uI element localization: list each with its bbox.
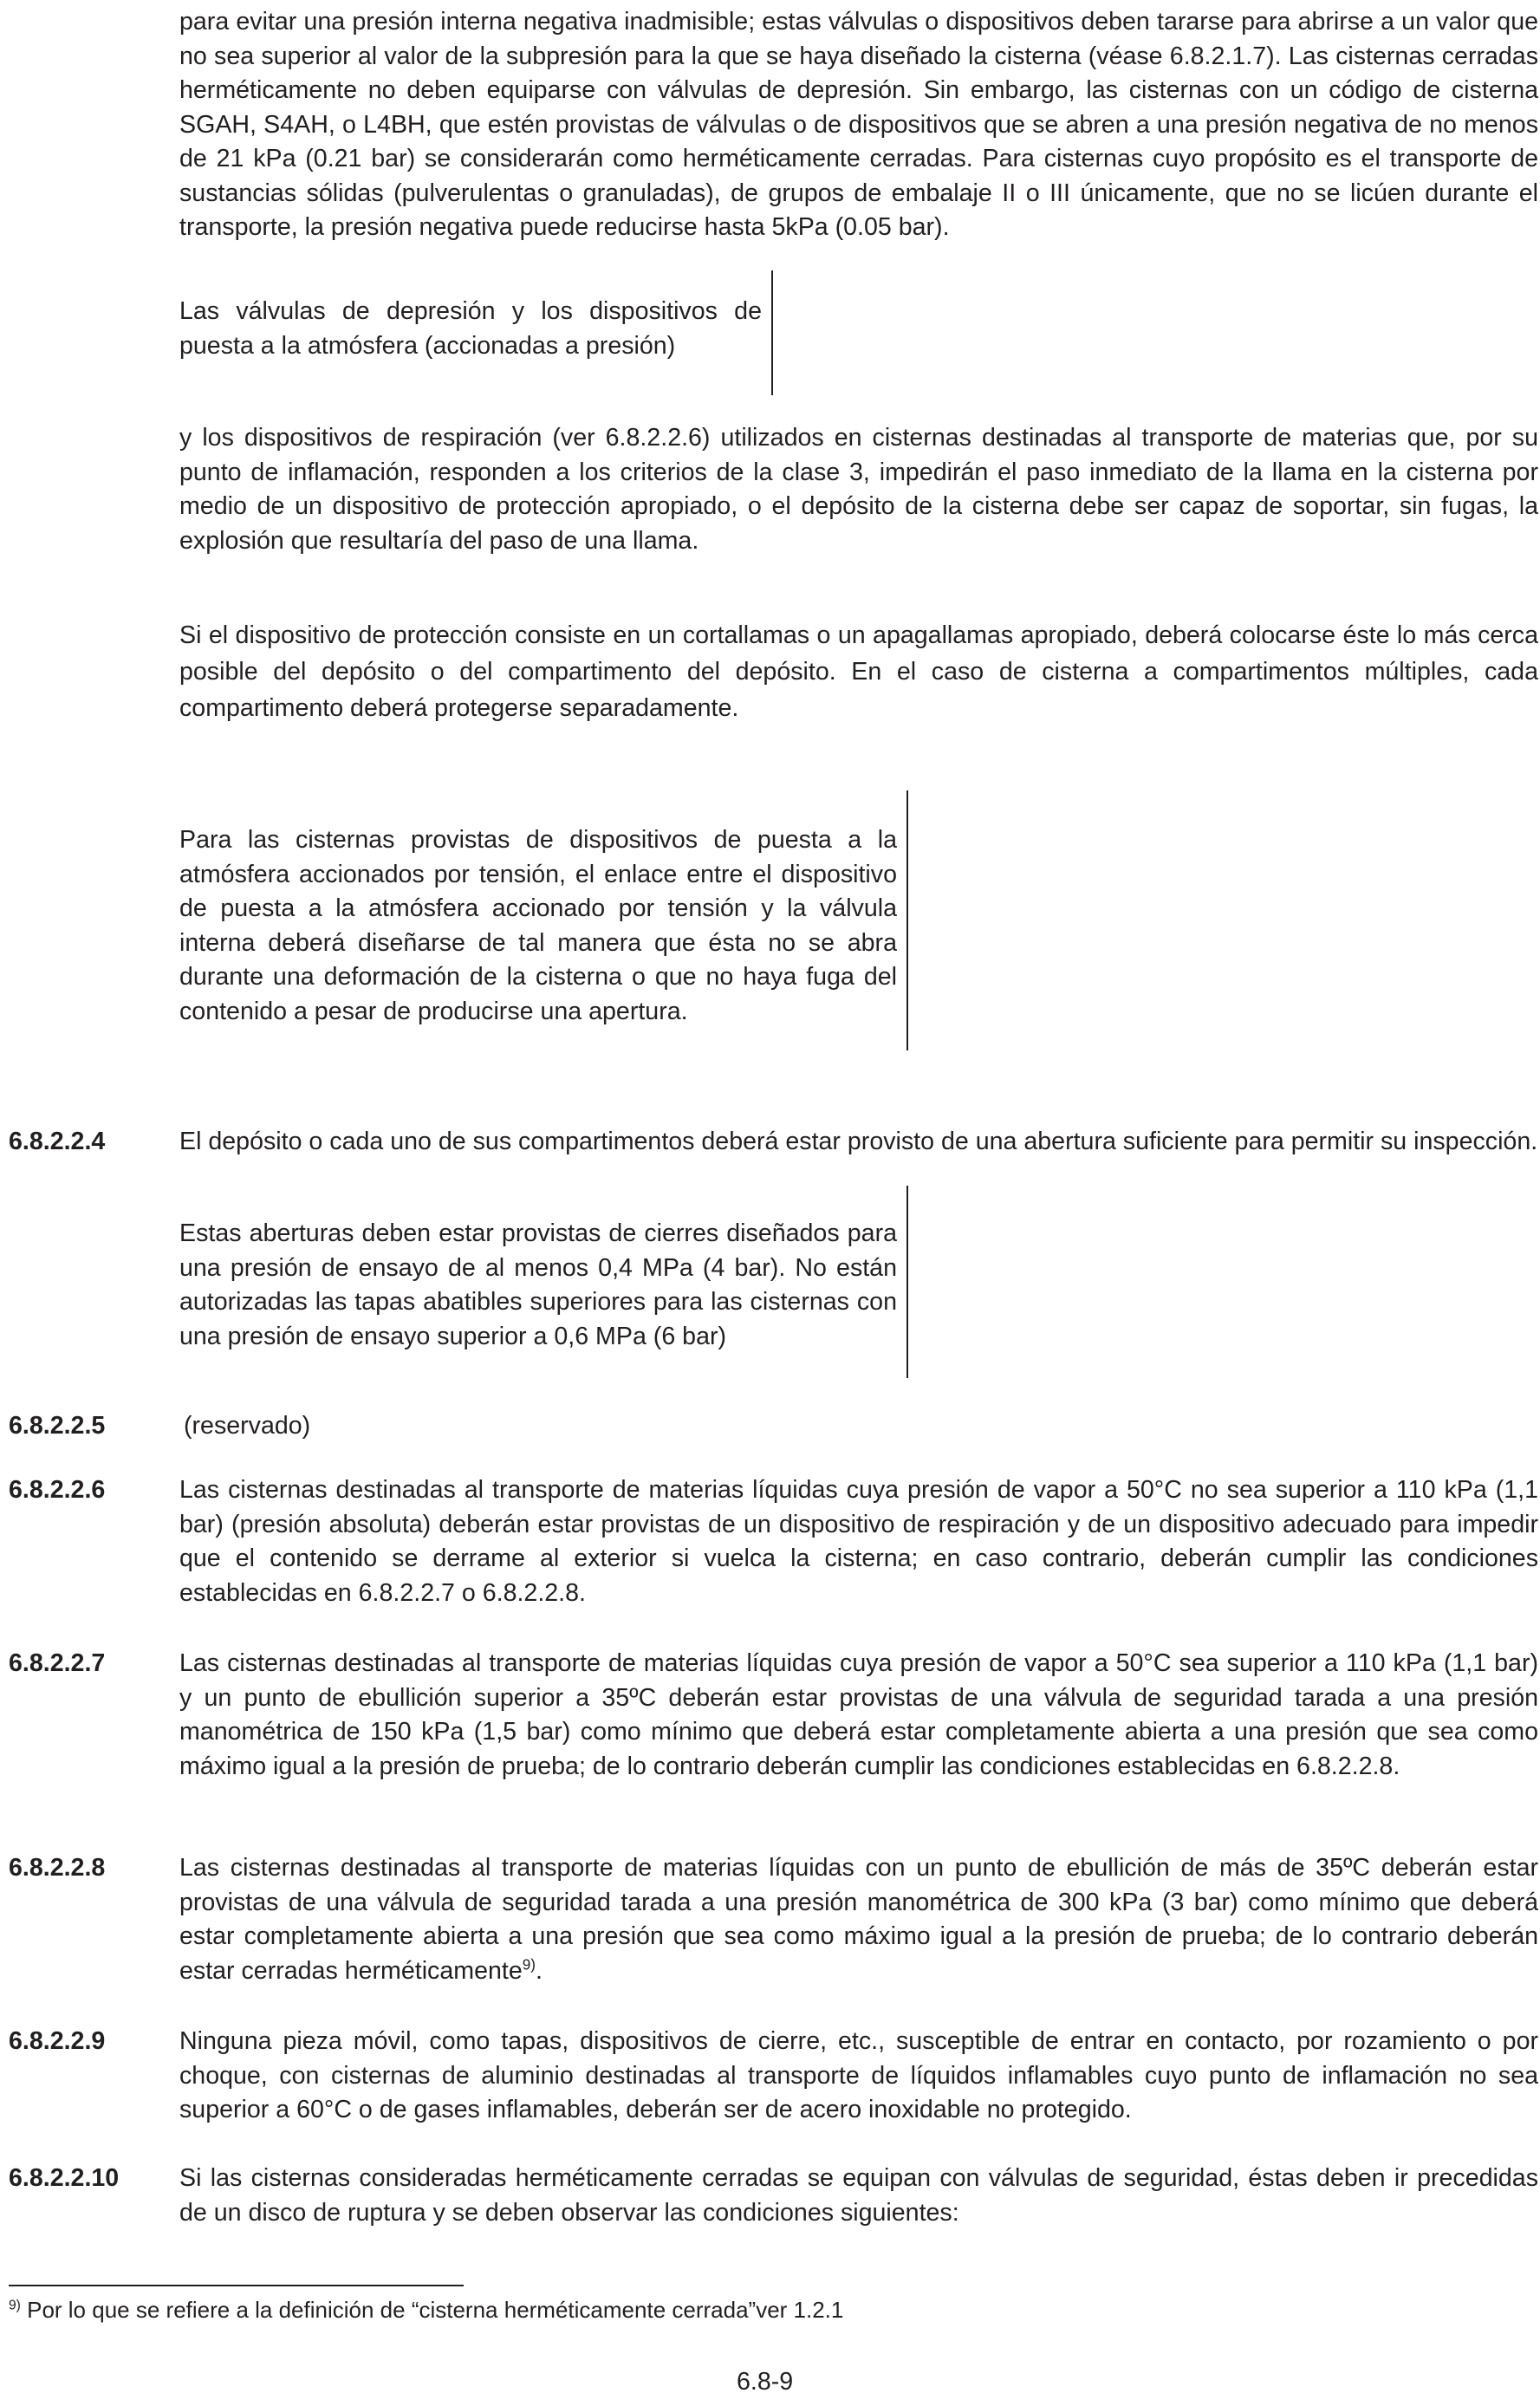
section-text: (reservado) bbox=[184, 1412, 311, 1440]
section-number: 6.8.2.2.8 bbox=[9, 1854, 106, 1882]
section-text: Ninguna pieza móvil, como tapas, dispositivos de cierre, etc., susceptible de entrar en contacto, por rozamiento o por choque, con cisternas de aluminio destinadas al transporte de líquidos inflamables cuyo punto de inflamación no sea superior a 60°C o de gases inflamables, deberán ser de acero inoxidable no protegido. bbox=[179, 2027, 1538, 2123]
section-number: 6.8.2.2.6 bbox=[9, 1476, 106, 1504]
paragraph-tension-venting: Para las cisternas provistas de dispositivos de puesta a la atmósfera accionados por tensión, el enlace entre el dispositivo de puesta a la atmósfera accionado por tensión y la válvula interna deberá diseñarse de tal manera que ésta no se abra durante una deformación de la cisterna o que no haya fuga del contenido a pesar de producirse una apertura. bbox=[179, 826, 897, 1025]
section-text: Las cisternas destinadas al transporte de materias líquidas cuya presión de vapor a 50°C no sea superior a 110 kPa (1,1 bar) (presión absoluta) deberán estar provistas de un dispositivo de respiración y de un dispositivo adecuado para impedir que el contenido se derrame al exterior si vuelca la cisterna; en caso contrario, deberán cumplir las condiciones establecidas en 6.8.2.2.7 o 6.8.2.2.8. bbox=[179, 1476, 1538, 1607]
section-subtext: Estas aberturas deben estar provistas de cierres diseñados para una presión de ensayo de al menos 0,4 MPa (4 bar). No están autorizadas las tapas abatibles superiores para las cisternas con una presión de ensayo superior a 0,6 MPa (6 bar) bbox=[179, 1219, 897, 1350]
footnote-reference[interactable]: 9) bbox=[522, 1954, 536, 1973]
section-number: 6.8.2.2.10 bbox=[9, 2164, 120, 2192]
section-text: Si las cisternas consideradas herméticamente cerradas se equipan con válvulas de seguridad, éstas deben ir precedidas de un disco de ruptura y se deben observar las condiciones siguientes: bbox=[179, 2164, 1538, 2227]
section-number: 6.8.2.2.9 bbox=[9, 2027, 106, 2055]
change-bar bbox=[906, 1186, 908, 1378]
paragraph-valves: Las válvulas de depresión y los dispositivos de puesta a la atmósfera (accionadas a presión) bbox=[179, 297, 762, 360]
section-number: 6.8.2.2.7 bbox=[9, 1649, 106, 1677]
footnote-text: Por lo que se refiere a la definición de “cisterna herméticamente cerrada”ver 1.2.1 bbox=[20, 2297, 844, 2323]
section-text: El depósito o cada uno de sus compartimentos deberá estar provisto de una abertura suficiente para permitir su inspección. bbox=[179, 1128, 1538, 1155]
section-text: Las cisternas destinadas al transporte de materias líquidas cuya presión de vapor a 50°C sea superior a 110 kPa (1,1 bar) y un punto de ebullición superior a 35ºC deberán estar provistas de una válvula de seguridad tarada a una presión manométrica de 150 kPa (1,5 bar) como mínimo que deberá estar completamente abierta a una presión que sea como máximo igual a la presión de prueba; de lo contrario deberán cumplir las condiciones establecidas en 6.8.2.2.8. bbox=[179, 1649, 1538, 1780]
footnote-marker: 9) bbox=[9, 2298, 21, 2313]
paragraph-flame-arrester: Si el dispositivo de protección consiste en un cortallamas o un apagallamas apropiado, deberá colocarse éste lo más cerca posible del depósito o del compartimento del depósito. En el caso de cisterna a compartimentos múltiples, cada compartimento deberá protegerse separadamente. bbox=[179, 621, 1538, 722]
section-number: 6.8.2.2.4 bbox=[9, 1128, 106, 1155]
section-text-body: Las cisternas destinadas al transporte de materias líquidas con un punto de ebullición de más de 35ºC deberán estar provistas de una válvula de seguridad tarada a una presión manométrica de 300 kPa (3 bar) como mínimo que deberá estar completamente abierta a una presión que sea como máximo igual a la presión de prueba; de lo contrario deberán estar cerradas herméticamente bbox=[179, 1854, 1538, 1985]
section-text-end: . bbox=[536, 1956, 543, 1985]
footnote bbox=[9, 2295, 843, 2325]
change-bar bbox=[771, 270, 773, 395]
section-text bbox=[179, 1851, 1538, 1988]
paragraph-breathing: y los dispositivos de respiración (ver 6.8.2.2.6) utilizados en cisternas destinadas al transporte de materias que, por su punto de inflamación, responden a los criterios de la clase 3, impedirán el paso inmediato de la llama en la cisterna por medio de un dispositivo de protección apropiado, o el depósito de la cisterna debe ser capaz de soportar, sin fugas, la explosión que resultaría del paso de una llama. bbox=[179, 424, 1538, 555]
paragraph-intro: para evitar una presión interna negativa inadmisible; estas válvulas o dispositivos deben tararse para abrirse a un valor que no sea superior al valor de la subpresión para la que se haya diseñado la cisterna (véase 6.8.2.1.7). Las cisternas cerradas herméticamente no deben equiparse con válvulas de depresión. Sin embargo, las cisternas con un código de cisterna SGAH, S4AH, o L4BH, que estén provistas de válvulas o de dispositivos que se abren a una presión negativa de no menos de 21 kPa (0.21 bar) se considerarán como herméticamente cerradas. Para cisternas cuyo propósito es el transporte de sustancias sólidas (pulverulentas o granuladas), de grupos de embalaje II o III únicamente, que no se licúen durante el transporte, la presión negativa puede reducirse hasta 5kPa (0.05 bar). bbox=[179, 8, 1538, 241]
section-number: 6.8.2.2.5 bbox=[9, 1412, 106, 1440]
page-number: 6.8-9 bbox=[737, 2368, 794, 2396]
change-bar bbox=[906, 790, 908, 1050]
footnote-separator bbox=[9, 2285, 464, 2286]
